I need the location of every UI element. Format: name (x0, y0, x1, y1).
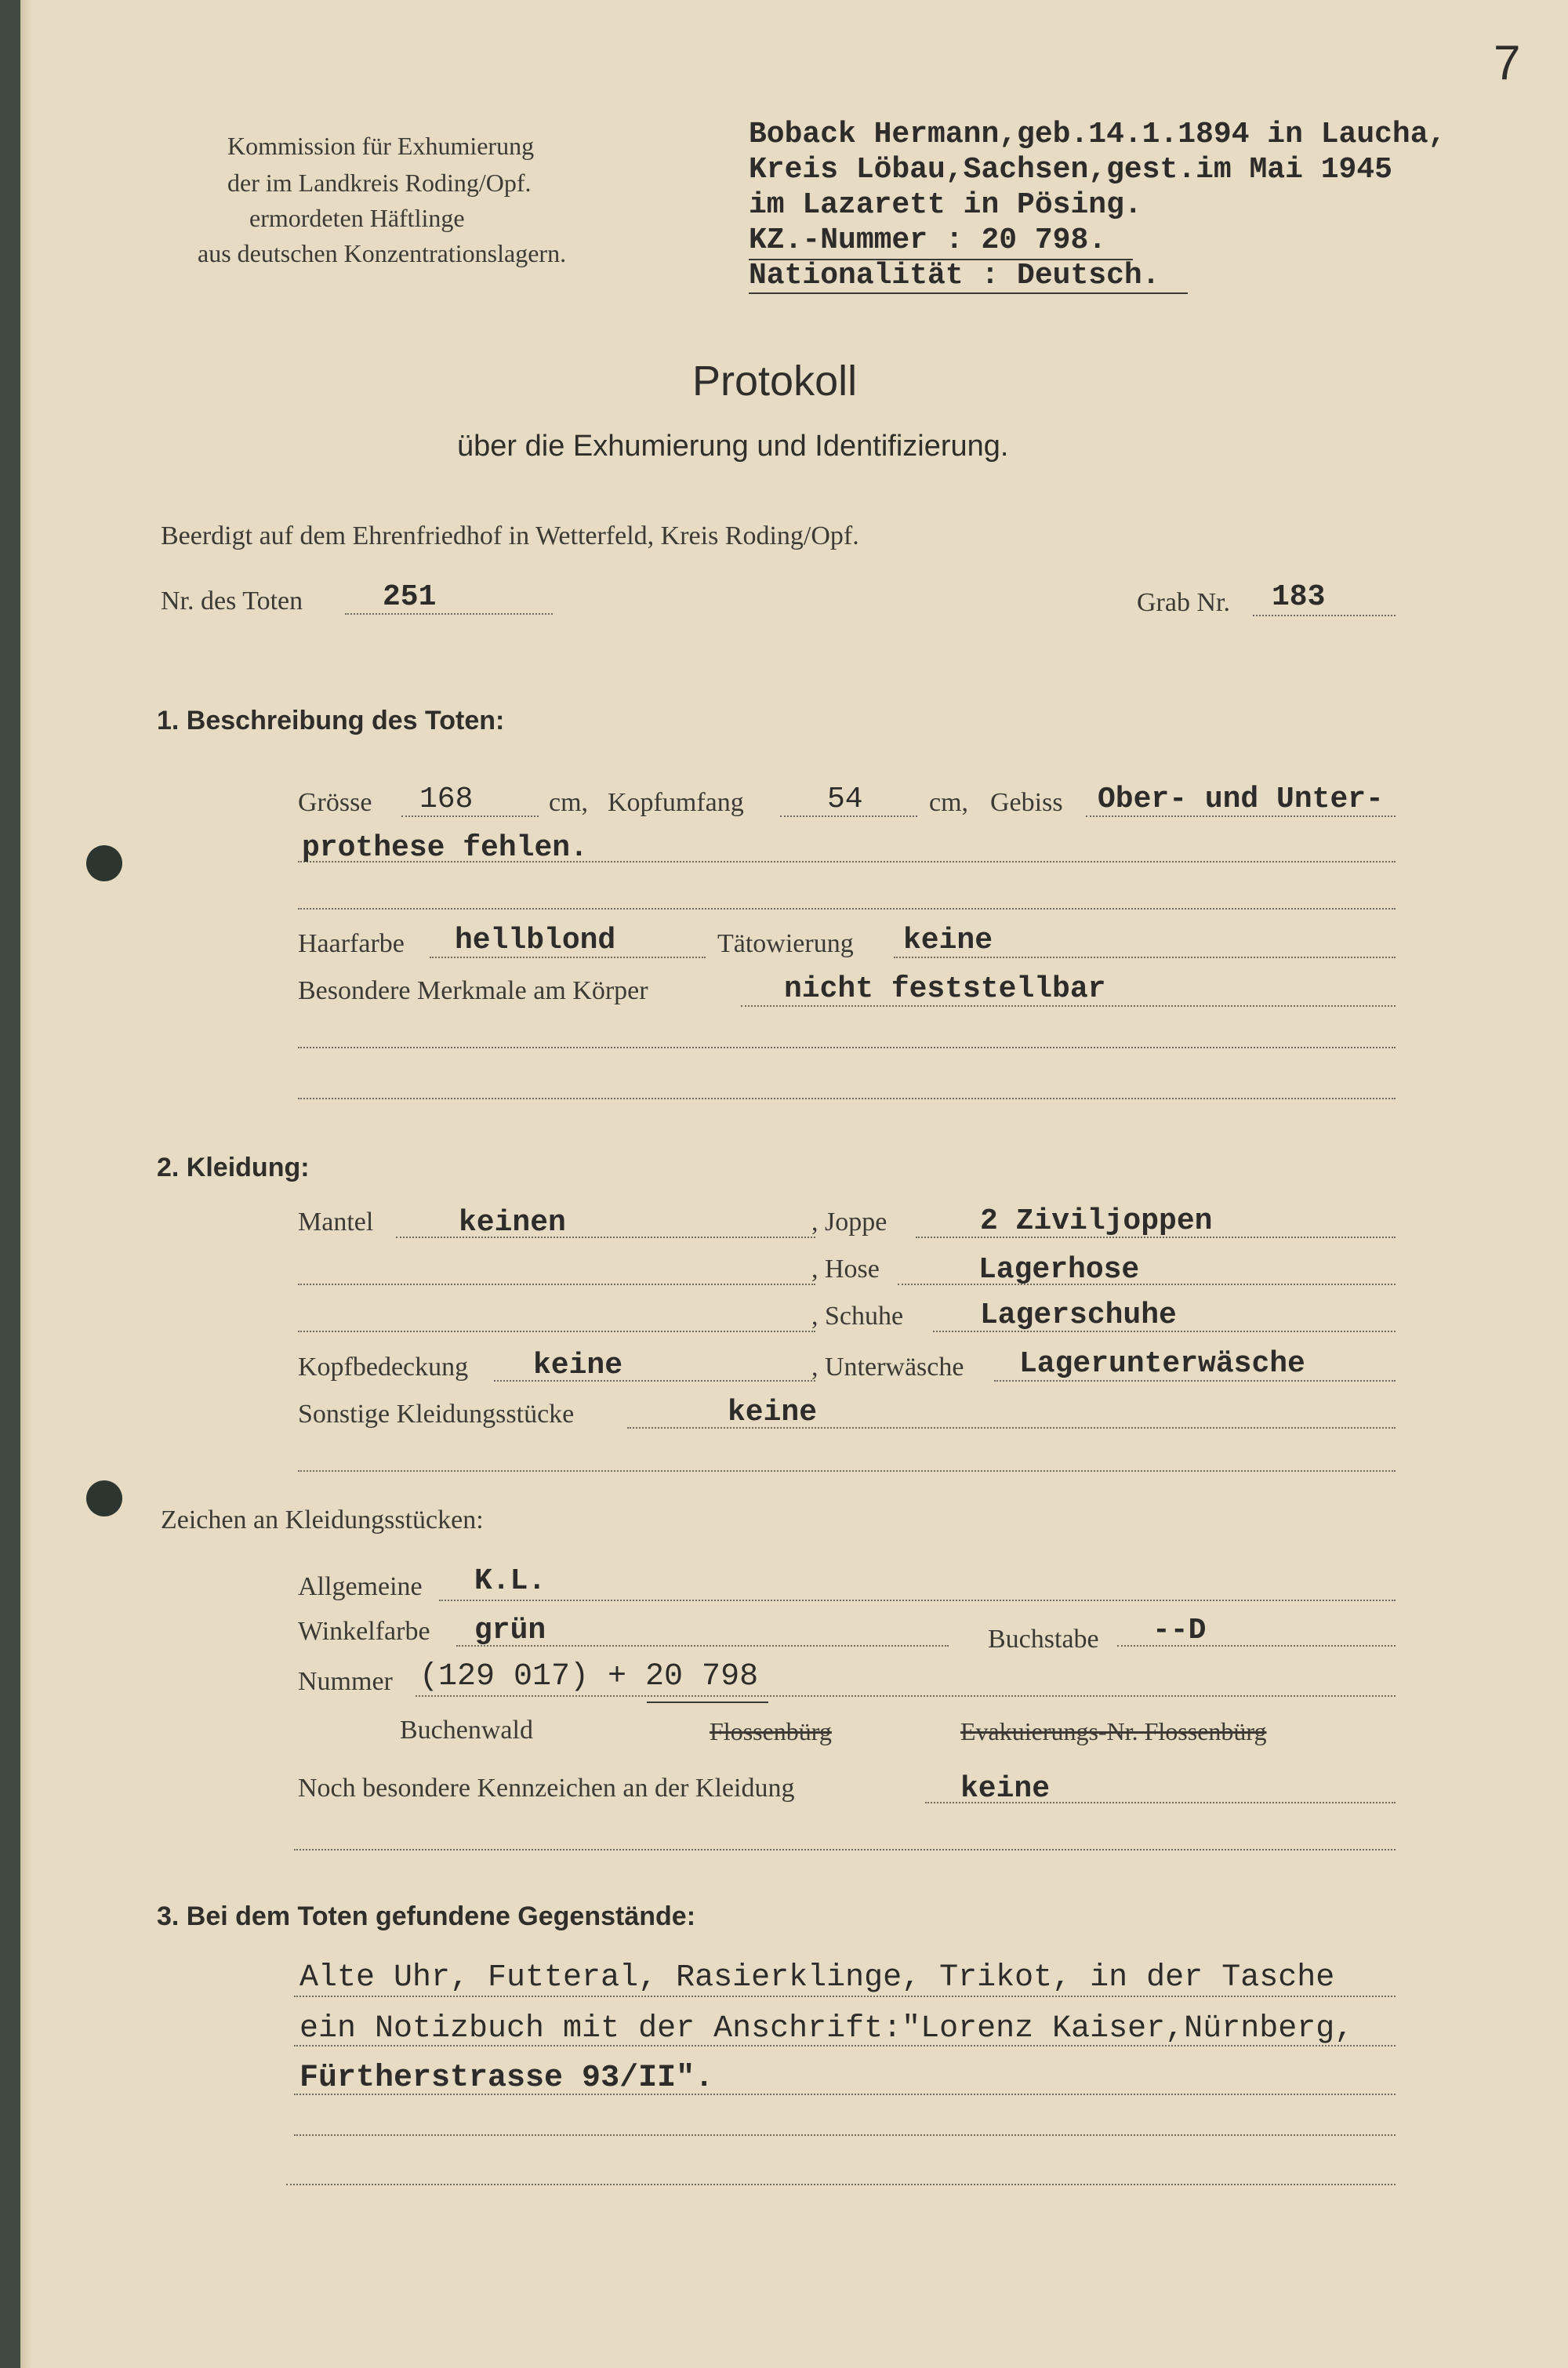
burial-place: Beerdigt auf dem Ehrenfriedhof in Wetterfeld, Kreis Roding/Opf. (161, 521, 859, 550)
buchstabe-value: --D (1152, 1614, 1207, 1647)
kopfbedeckung-value: keine (533, 1349, 623, 1382)
punch-hole (86, 845, 122, 881)
taetowierung-label: Tätowierung (717, 929, 854, 958)
commission-line-3: ermordeten Häftlinge (249, 204, 465, 232)
gegenstaende-line-1: Alte Uhr, Futteral, Rasierklinge, Trikot, in der Tasche (299, 1960, 1335, 1996)
page-number: 7 (1494, 36, 1521, 90)
nr-toten-label: Nr. des Toten (161, 587, 303, 616)
schuhe-label: , Schuhe (811, 1302, 904, 1331)
sonstige-label: Sonstige Kleidungsstücke (298, 1400, 575, 1429)
merkmale-value: nicht feststellbar (784, 972, 1106, 1006)
merkmale-label: Besondere Merkmale am Körper (298, 976, 648, 1005)
grab-nr-value: 183 (1272, 580, 1326, 614)
page-title: Protokoll (692, 358, 858, 405)
person-line-3: im Lazarett in Pösing. (749, 188, 1142, 222)
page-binding-edge (0, 0, 20, 2368)
hose-label: , Hose (811, 1255, 880, 1284)
joppe-value: 2 Ziviljoppen (980, 1204, 1213, 1238)
section-2-heading: 2. Kleidung: (157, 1153, 310, 1182)
kennzeichen-label: Noch besondere Kennzeichen an der Kleidung (298, 1774, 795, 1803)
kopfumfang-value: 54 (827, 783, 863, 816)
mantel-label: Mantel (298, 1208, 374, 1237)
commission-line-1: Kommission für Exhumierung (227, 132, 535, 160)
haarfarbe-label: Haarfarbe (298, 929, 405, 958)
buchstabe-label: Buchstabe (988, 1625, 1099, 1654)
page-subtitle: über die Exhumierung und Identifizierung. (457, 430, 1009, 463)
flossenbuerg-label-struck: Flossenbürg (710, 1717, 832, 1745)
cm-label-1: cm, (549, 788, 589, 817)
joppe-label: , Joppe (811, 1208, 887, 1237)
cm-label-2: cm, (929, 788, 969, 817)
kopfbedeckung-label: Kopfbedeckung (298, 1353, 469, 1382)
winkelfarbe-label: Winkelfarbe (298, 1617, 430, 1646)
schuhe-value: Lagerschuhe (980, 1298, 1177, 1332)
buchenwald-label: Buchenwald (400, 1716, 533, 1745)
person-line-4: KZ.-Nummer : 20 798. (749, 223, 1107, 257)
hose-value: Lagerhose (978, 1253, 1140, 1287)
zeichen-heading: Zeichen an Kleidungsstücken: (161, 1505, 484, 1534)
nr-toten-value: 251 (383, 580, 437, 614)
winkelfarbe-value: grün (474, 1614, 546, 1647)
mantel-value: keinen (459, 1206, 566, 1240)
person-line-1: Boback Hermann,geb.14.1.1894 in Laucha, (749, 118, 1446, 151)
gebiss-value-continued: prothese fehlen. (302, 831, 588, 865)
commission-line-2: der im Landkreis Roding/Opf. (227, 169, 532, 197)
kopfumfang-label: Kopfumfang (608, 788, 744, 817)
unterwaesche-value: Lagerunterwäsche (1019, 1347, 1305, 1381)
person-line-2: Kreis Löbau,Sachsen,gest.im Mai 1945 (749, 153, 1392, 187)
haarfarbe-value: hellblond (455, 924, 616, 957)
evakuierung-label-struck: Evakuierungs-Nr. Flossenbürg (960, 1717, 1267, 1745)
groesse-label: Grösse (298, 788, 372, 817)
allgemeine-value: K.L. (474, 1564, 546, 1598)
section-3-heading: 3. Bei dem Toten gefundene Gegenstände: (157, 1901, 696, 1931)
commission-line-4: aus deutschen Konzentrationslagern. (198, 239, 567, 267)
gegenstaende-line-3: Fürtherstrasse 93/II". (299, 2061, 714, 2096)
punch-hole (86, 1480, 122, 1516)
nummer-value: (129 017) + 20 798 (419, 1659, 759, 1694)
allgemeine-label: Allgemeine (298, 1572, 423, 1601)
kennzeichen-value: keine (960, 1772, 1051, 1806)
unterwaesche-label: , Unterwäsche (811, 1353, 964, 1382)
gegenstaende-line-2: ein Notizbuch mit der Anschrift:"Lorenz Kaiser,Nürnberg, (299, 2011, 1354, 2047)
gebiss-value: Ober- und Unter- (1098, 783, 1384, 816)
taetowierung-value: keine (903, 924, 993, 957)
sonstige-value: keine (728, 1396, 818, 1429)
grab-nr-label: Grab Nr. (1137, 588, 1230, 617)
groesse-value: 168 (419, 783, 474, 816)
person-line-5: Nationalität : Deutsch. (749, 259, 1160, 292)
nummer-label: Nummer (298, 1667, 393, 1696)
gebiss-label: Gebiss (990, 788, 1063, 817)
section-1-heading: 1. Beschreibung des Toten: (157, 706, 505, 735)
